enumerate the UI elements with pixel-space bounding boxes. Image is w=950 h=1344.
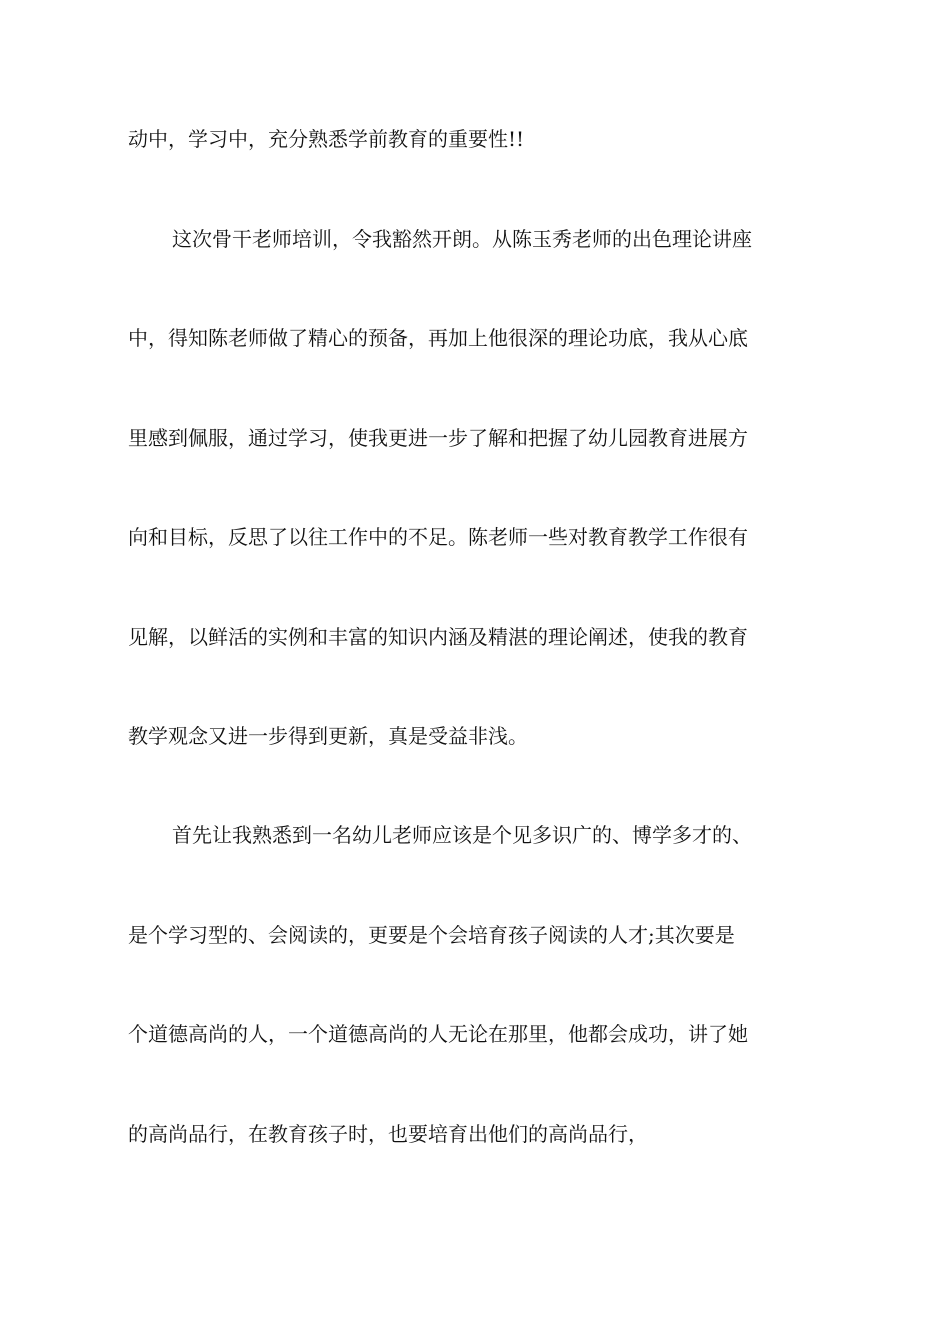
paragraph-line: 里感到佩服，通过学习，使我更进一步了解和把握了幼儿园教育进展方: [128, 426, 748, 450]
paragraph-line: 向和目标，反思了以往工作中的不足。陈老师一些对教育教学工作很有: [128, 525, 748, 549]
paragraph-line: 这次骨干老师培训，令我豁然开朗。从陈玉秀老师的出色理论讲座: [172, 227, 752, 251]
paragraph-line: 教学观念又进一步得到更新，真是受益非浅。: [128, 724, 528, 748]
paragraph-line: 见解，以鲜活的实例和丰富的知识内涵及精湛的理论阐述，使我的教育: [128, 625, 748, 649]
paragraph-line: 是个学习型的、会阅读的，更要是个会培育孩子阅读的人才;其次要是: [128, 923, 735, 947]
paragraph-line: 的高尚品行，在教育孩子时，也要培育出他们的高尚品行，: [128, 1122, 648, 1146]
paragraph-line: 中，得知陈老师做了精心的预备，再加上他很深的理论功底，我从心底: [128, 326, 748, 350]
paragraph-line: 动中，学习中，充分熟悉学前教育的重要性!!: [128, 127, 525, 151]
paragraph-line: 个道德高尚的人，一个道德高尚的人无论在那里，他都会成功，讲了她: [128, 1022, 748, 1046]
paragraph-line: 首先让我熟悉到一名幼儿老师应该是个见多识广的、博学多才的、: [172, 823, 752, 847]
